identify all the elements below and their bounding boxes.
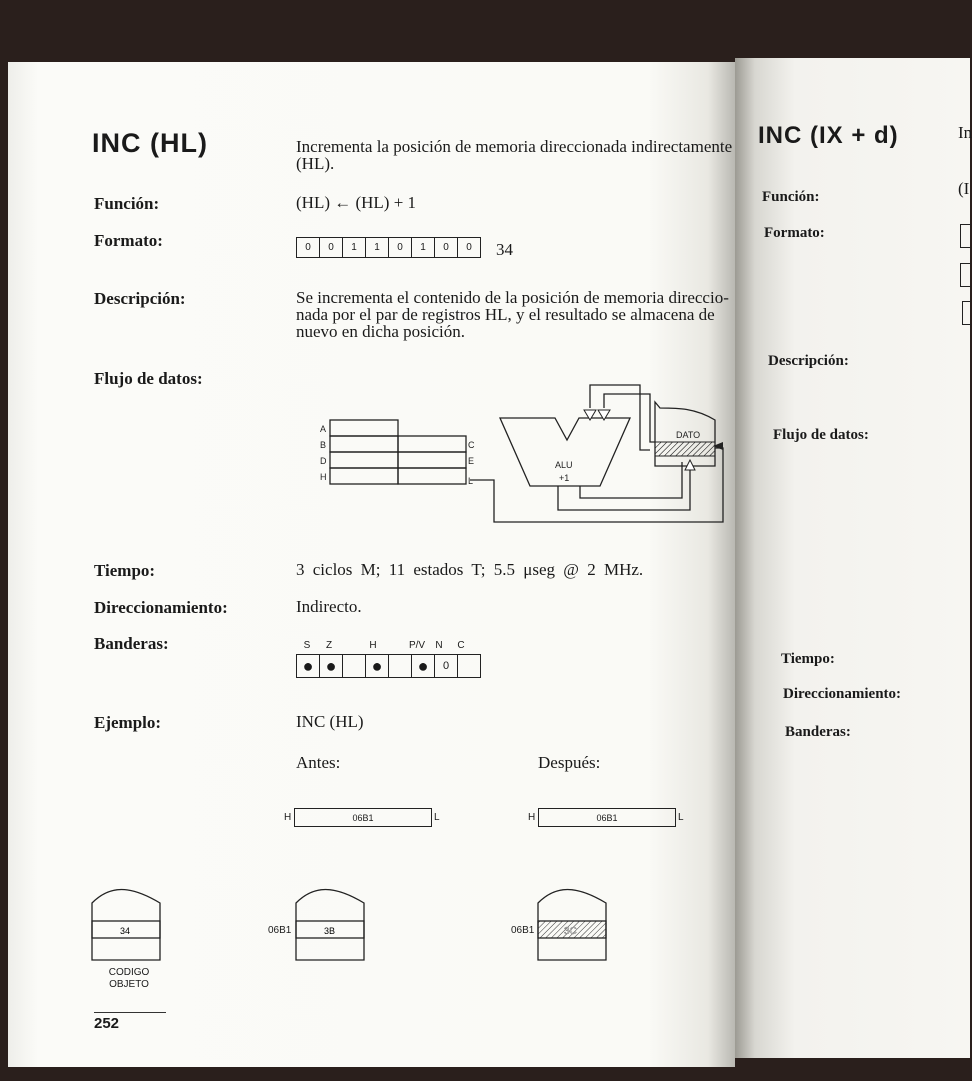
bit-cell: 1 [343,238,366,257]
l-label: L [434,812,440,823]
right-label-formato: Formato: [764,225,825,241]
right-format-box [960,224,971,248]
right-page [735,58,970,1058]
l-label: L [678,812,684,823]
mem-addr-label: 06B1 [268,925,292,936]
reg-box [330,436,398,452]
mem-before-cell: 3B [324,926,336,936]
h-label: H [528,812,536,823]
alu-result-line-2 [580,462,682,498]
right-label-direccionamiento: Direccionamiento: [783,686,902,702]
reg-label: B [320,440,327,450]
right-format-box [962,301,971,325]
direccionamiento-value: Indirecto. [296,597,362,616]
flag-value: ● [320,655,343,677]
flag-name: S [303,640,311,651]
reg-label: A [320,424,327,434]
alu-op-label: +1 [559,473,570,483]
intro-text: Incrementa la posición de memoria direccionada indirectamente (HL). [296,137,733,173]
label-ejemplo: Ejemplo: [94,713,162,732]
reg-box [398,452,466,468]
mem-addr-label: 06B1 [511,925,535,936]
codigo-objeto-caption: CODIGO OBJETO [108,967,150,990]
reg-label: L [468,476,474,486]
label-flujo: Flujo de datos: [94,369,203,388]
flag-value: 0 [435,655,458,677]
bit-cell: 0 [320,238,343,257]
right-format-box [960,263,971,287]
flag-value [343,655,366,677]
flag-value: ● [412,655,435,677]
description-text: Se incrementa el contenido de la posición de memoria direccio- nada por el par de registros HL, y el resultado se almacena de nuevo en dicha posición. [296,288,729,341]
example-instruction: INC (HL) [296,712,364,731]
memory-before [294,885,374,965]
reg-label: C [468,440,475,450]
flag-name [340,640,362,651]
right-label-descripcion: Descripción: [768,353,849,369]
memory-after [536,885,616,965]
hl-address-line [470,448,723,522]
label-funcion: Función: [94,194,160,213]
flag-name: H [369,640,377,651]
bit-cell: 0 [435,238,458,257]
right-label-flujo: Flujo de datos: [773,427,869,443]
flag-value [458,655,480,677]
bit-cell: 0 [466,242,472,253]
despues-label: Después: [538,753,601,772]
h-label: H [284,812,292,823]
flag-name: N [435,640,443,651]
flag-value: ● [366,655,389,677]
dataflow-diagram [310,380,735,530]
flag-name [384,640,406,651]
reg-label: H [320,472,327,482]
reg-label: E [468,456,475,466]
flag-value: ● [297,655,320,677]
right-funcion-fragment: (I [958,179,970,198]
alu-label: ALU [555,460,573,470]
reg-box [330,452,398,468]
right-page-title: INC (IX + d) [758,122,899,149]
dato-label: DATO [676,430,701,440]
opcode-hex: 34 [496,240,513,259]
opcode-bit-box [296,237,481,258]
reg-box [398,468,466,484]
object-code-memory [90,885,170,965]
flag-name: Z [325,640,333,651]
label-tiempo: Tiempo: [94,561,156,580]
right-label-tiempo: Tiempo: [781,651,835,667]
reg-label: D [320,456,327,466]
page-number: 252 [94,1015,120,1032]
page-number-rule [94,1012,166,1013]
antes-label: Antes: [296,753,341,772]
opcode-cell: 34 [120,926,131,936]
hl-after-register: 06B1 [538,808,676,827]
flag-value [389,655,412,677]
reg-box [330,468,398,484]
page-title: INC (HL) [92,128,208,158]
right-intro-fragment: In [958,123,972,142]
flag-name: C [457,640,465,651]
flag-name: P/V [408,640,426,651]
flags-box [296,654,481,678]
reg-box [330,420,398,436]
funcion-value: (HL) ← (HL) + 1 [296,193,417,212]
right-label-banderas: Banderas: [785,724,851,740]
reg-box [398,436,466,452]
bit-cell: 1 [366,238,389,257]
hl-before-register: 06B1 [294,808,432,827]
flags-names-row [296,640,472,651]
label-banderas: Banderas: [94,634,169,653]
right-label-funcion: Función: [762,189,820,205]
label-descripcion: Descripción: [94,289,186,308]
bit-cell: 0 [297,238,320,257]
label-direccionamiento: Direccionamiento: [94,598,228,617]
mem-after-cell: 3C [564,926,577,937]
bit-cell: 0 [389,238,412,257]
tiempo-value: 3 ciclos M; 11 estados T; 5.5 μseg @ 2 MHz. [296,560,644,579]
label-formato: Formato: [94,231,163,250]
bit-cell: 1 [412,238,435,257]
